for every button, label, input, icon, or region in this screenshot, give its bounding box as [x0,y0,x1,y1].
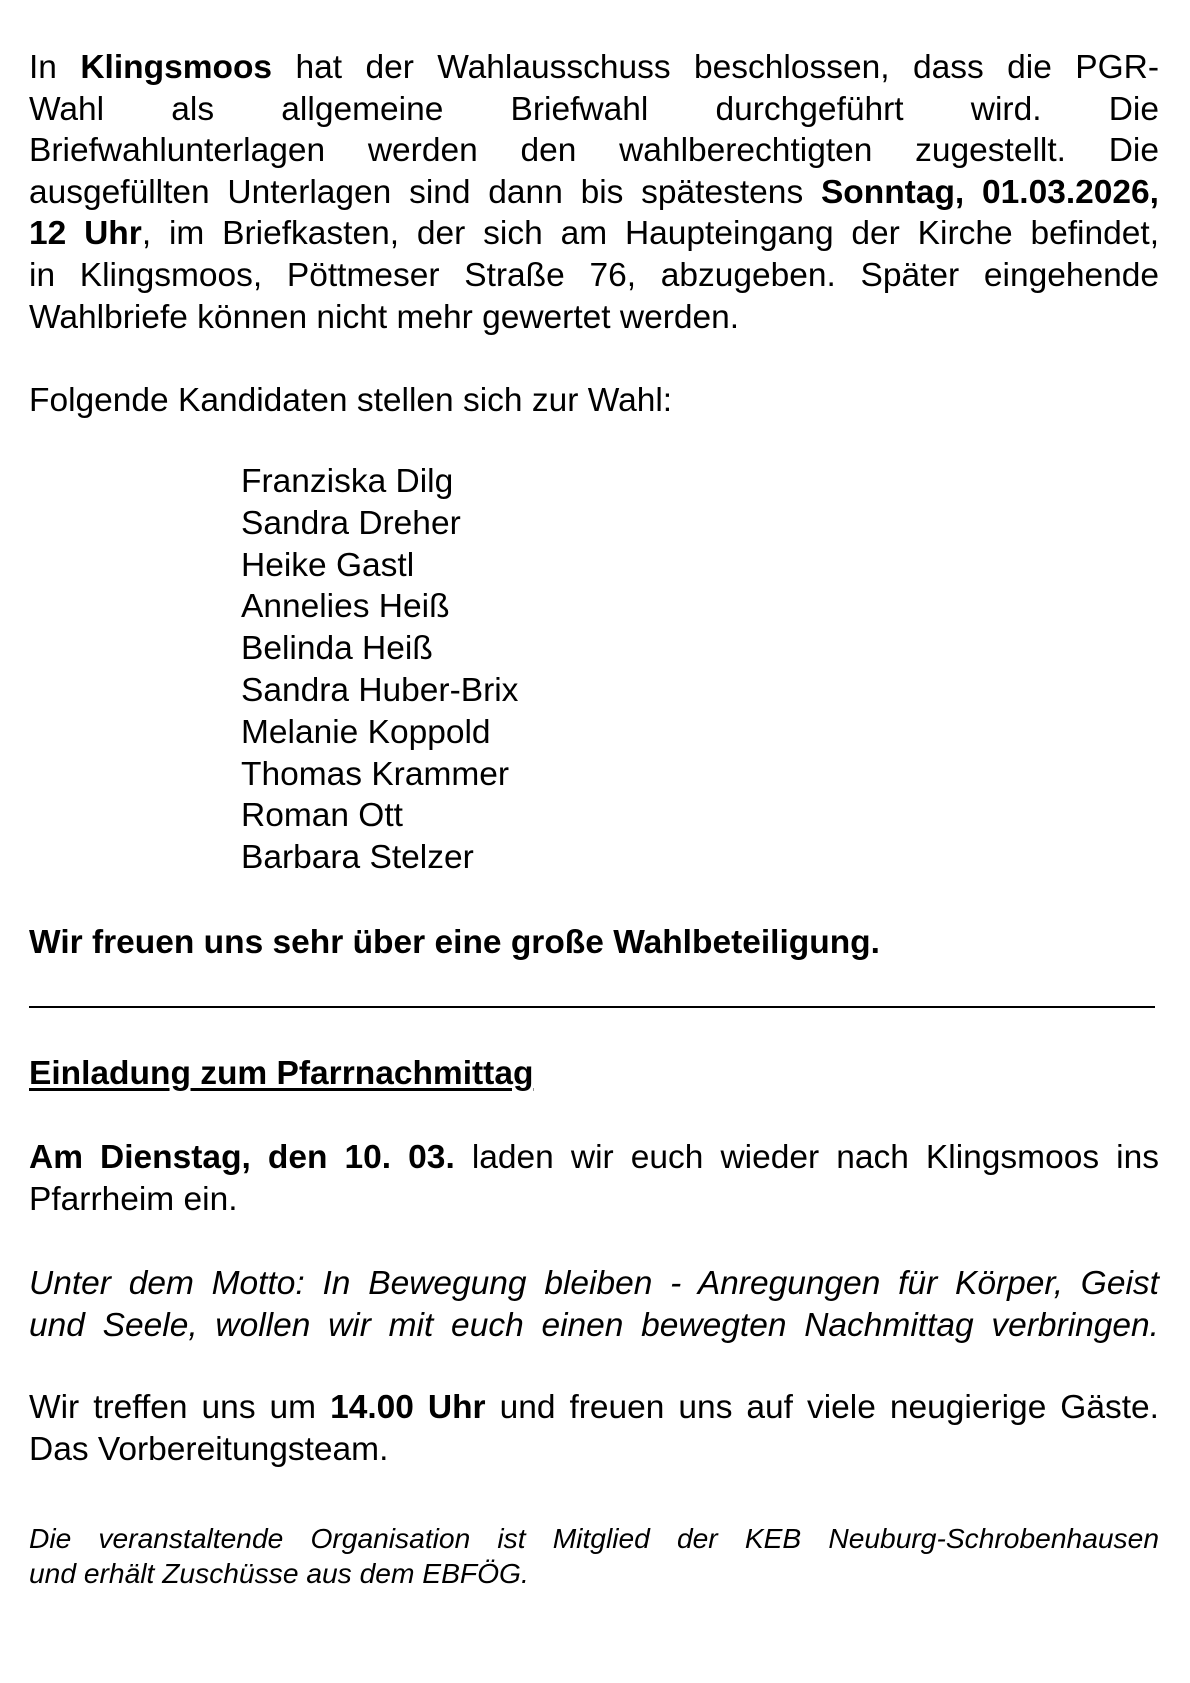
motto-line-1: Unter dem Motto: In Bewegung bleiben - Anregungen für Körper, Geist [29,1265,1159,1302]
candidate-name: Melanie Koppold [241,713,491,751]
deadline-date: Sonntag, 01.03.2026, [820,173,1159,211]
funding-note-line-2: und erhält Zuschüsse aus dem EBFÖG. [29,1557,529,1590]
candidate-name: Thomas Krammer [241,755,510,793]
candidate-name: Franziska Dilg [241,463,454,500]
election-paragraph [29,47,1159,338]
team-signature: Das Vorbereitungsteam. [29,1430,389,1468]
candidate-name: Belinda Heiß [241,630,433,668]
election-line-6: in Klingsmoos, Pöttmeser Straße 76, abzugeben. Später eingehende [29,256,1159,294]
invitation-date-line-2: Pfarrheim ein. [29,1180,238,1218]
candidate-name: Heike Gastl [241,546,415,584]
invitation-date-line-1: Am Dienstag, den 10. 03. laden wir euch wieder nach Klingsmoos ins [29,1139,1159,1176]
candidate-name: Sandra Huber-Brix [241,671,519,709]
candidate-list [241,461,518,879]
invitation-heading: Einladung zum Pfarrnachmittag [29,1055,534,1092]
election-line-4: ausgefüllten Unterlagen sind dann bis spätestens Sonntag, 01.03.2026, [29,173,1159,211]
election-line-7: Wahlbriefe können nicht mehr gewertet werden. [29,298,740,336]
meeting-time: 14.00 Uhr [330,1389,486,1426]
event-date: Am Dienstag, den 10. 03. [29,1139,455,1176]
section-divider [29,1006,1155,1008]
meeting-paragraph [29,1387,1159,1470]
election-line-3: Briefwahlunterlagen werden den wahlberechtigten zugestellt. Die [29,132,1159,170]
invitation-date-paragraph [29,1137,1159,1220]
funding-note-line-1: Die veranstaltende Organisation ist Mitglied der KEB Neuburg-Schrobenhausen [29,1522,1159,1554]
candidate-name: Sandra Dreher [241,504,461,542]
deadline-time: 12 Uhr [29,215,142,253]
place-name: Klingsmoos [80,49,273,86]
meeting-line: Wir treffen uns um 14.00 Uhr und freuen uns auf viele neugierige Gäste. [29,1389,1159,1426]
candidates-intro: Folgende Kandidaten stellen sich zur Wahl: [29,382,673,419]
candidate-name: Annelies Heiß [241,588,450,626]
election-line-5: 12 Uhr, im Briefkasten, der sich am Haupteingang der Kirche befindet, [29,215,1160,253]
candidate-name: Barbara Stelzer [241,839,474,877]
closing-statement: Wir freuen uns sehr über eine große Wahlbeteiligung. [29,924,880,961]
motto-line-2: und Seele, wollen wir mit euch einen bewegten Nachmittag verbringen. [29,1306,1159,1344]
election-line-2: Wahl als allgemeine Briefwahl durchgeführt wird. Die [29,90,1159,128]
funding-note [29,1521,1159,1592]
election-line-1: In Klingsmoos hat der Wahlausschuss beschlossen, dass die PGR- [29,49,1159,86]
motto-paragraph [29,1263,1159,1346]
candidate-name: Roman Ott [241,797,403,835]
